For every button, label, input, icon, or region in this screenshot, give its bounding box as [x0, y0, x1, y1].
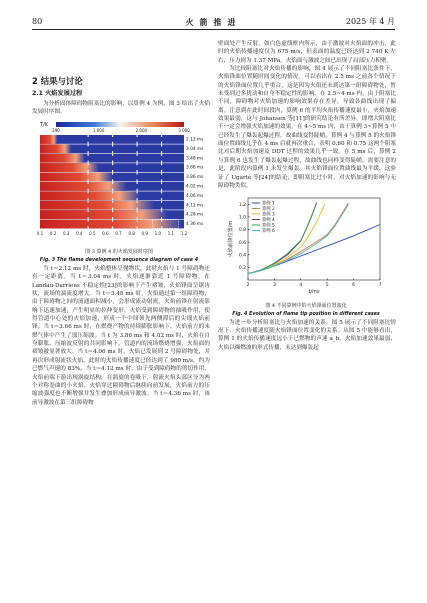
header-rule	[32, 29, 395, 30]
x-tick-label: 1.2	[180, 230, 188, 236]
x-tick-label: 0.3	[62, 230, 70, 236]
time-label: 2.12 ms	[186, 137, 204, 143]
page-number: 80	[32, 17, 43, 26]
body-paragraph-1: 当 t＝2.12 ms 时，火焰整体呈抛物状，此时火焰与 1 号障碍物还有一定距离。当 t＝3.04 ms 时，火焰逐渐靠近 1 号障碍物，在 Landau-Darrieus 不稳定性[23]的影响下产生褶皱，火焰锋面呈锯齿状，流场的湍流度增大。当 t＝3.48 ms 时，火焰通过第一组障碍物，由于障碍物之间的流通面积减小，会形成流动射流，火焰前锋在射流影响下迅速加速，产生明显的拉伸变形，火焰受到障碍物的抽吸作用，使得管道中心处的火焰加速，形成一个中间领先两侧滞后的尖细火焰前锋。当 t＝3.66 ms 时，在燃烧产物的持续膨胀影响下，火焰前方的未燃气体中产生了弱压缩波。当 t 为 3.86 ms 和 4.02 ms 时，火焰在自身膨胀、压缩波反射的共同影响下，管道内的流场燃烧增强，火焰面的褶皱被显著放大。当 t＝4.06 ms 时，火焰已发展到 2 号障碍物处，并再次形成射流状火焰，此时的火焰传播速度已经达到了 980 m/s，约为已燃气声速的 83%。当 t＝4.12 ms 时，由于受到障碍物的剪切作用，火焰前端下游出现涡旋结构，在涡旋的卷吸下，射流火焰头部区分为两个对称卷曲的小火焰。火焰穿过障碍物后继续向前发展，火焰前方的压缩波强度也不断增强并发生叠加形成前导激波。当 t＝4.36 ms 时，该前导激波在第三组障碍物	[32, 266, 210, 406]
x-tick-label: 0.7	[115, 230, 122, 236]
left-column	[32, 72, 210, 407]
fig3-caption-en: Fig. 3 The flame development sequence diagram of case 4	[39, 258, 199, 264]
legend-label: 算例 6	[262, 229, 275, 235]
colorbar-tick-label: 3 000	[178, 127, 190, 133]
time-label: 3.66 ms	[186, 165, 204, 171]
flame-strip	[40, 182, 184, 191]
colorbar-label: T/K	[40, 121, 49, 128]
flame-strip	[40, 191, 184, 200]
time-label: 4.12 ms	[186, 202, 204, 208]
fig4-caption-en: Fig. 4 Evolution of flame tip position in different cases	[232, 311, 380, 317]
legend-label: 算例 1	[262, 201, 275, 207]
flame-sequence-figure	[34, 119, 210, 245]
y-tick-label: 0.6	[238, 240, 246, 246]
x-tick-label: 0.2	[49, 230, 57, 236]
flame-strip	[40, 200, 184, 209]
legend-label: 算例 5	[262, 223, 275, 229]
fig3-caption-cn: 图 3 算例 4 的火焰发展时序图	[85, 249, 153, 256]
y-axis-label: 火焰前锋位置/m	[228, 220, 234, 258]
page-header	[32, 16, 395, 28]
flame-strip	[40, 153, 184, 162]
time-label: 3.86 ms	[186, 174, 204, 180]
time-label: 4.36 ms	[186, 221, 204, 227]
y-tick-label: 0.4	[238, 253, 246, 259]
series-line	[248, 204, 325, 273]
x-tick-label: 6	[352, 283, 356, 289]
x-tick-label: 1.1	[167, 230, 175, 236]
time-label: 3.48 ms	[186, 155, 204, 161]
time-label: 4.06 ms	[186, 193, 204, 199]
flame-tip-chart	[226, 192, 386, 298]
flame-strip	[40, 135, 184, 144]
colorbar-tick-label: 290	[52, 127, 60, 133]
x-axis-ticks	[37, 231, 188, 236]
time-label: 4.28 ms	[186, 212, 204, 218]
x-tick-label: 0.4	[76, 230, 83, 236]
figure-3	[34, 119, 204, 264]
intro-paragraph: 为分析固体障碍物阻塞比的影响，以算例 4 为例，图 3 给出了火焰发展时序图。	[32, 101, 210, 116]
flame-strip	[40, 210, 184, 219]
flame-strips	[40, 135, 184, 228]
x-tick-label: 5	[325, 283, 329, 289]
colorbar-tick-label: 1 000	[92, 127, 105, 133]
chart-axes	[227, 198, 382, 295]
x-axis-label: t/ms	[308, 289, 320, 296]
x-tick-label: 0.5	[89, 230, 96, 236]
x-tick-label: 7	[378, 283, 382, 289]
x-tick-label: 0.1	[36, 230, 44, 236]
body-paragraph-3: 为进一步分析阻塞比与火焰加速的关系，图 5 展示了不同阻塞比情况下，火焰传播速度随火焰锋面位置变化的关系。从图 5 中能够看出，算例 1 的火焰传播速度远小于已燃物的声速 a_b，火焰加速效果最弱，火焰以爆燃波的形式传播，未达到爆轰起	[218, 319, 396, 351]
flame-strip	[40, 144, 184, 153]
colorbar	[56, 122, 184, 127]
fig4-caption-cn: 图 4 不同算例中的火焰锋面位置演化	[265, 302, 347, 309]
figure-4	[226, 192, 386, 317]
time-label: 4.02 ms	[186, 184, 204, 190]
colorbar-tick-label: 2 000	[135, 127, 148, 133]
chart-legend	[252, 200, 275, 235]
flame-strip	[40, 172, 184, 181]
y-tick-label: 1.2	[238, 203, 246, 209]
journal-name: 火箭推进	[185, 17, 242, 27]
x-tick-label: 4	[299, 283, 303, 289]
flame-strip	[40, 219, 184, 228]
legend-label: 算例 3	[262, 212, 275, 218]
body-paragraph-2: 为比较阻塞比对火焰传播的影响，图 4 展示了不同阻塞比条件下，火焰锋面位置随时间变化的情况。可以看出在 2.5 ms 之前各个情况下的火焰锋面位置几乎重合，这是因为火焰还未到达第一组障碍物处，暂未受到过多扰动和自身不稳定性的影响。在 2.5~4 ms 内，由于阻塞比不同，障碍物对火焰加速的影响效果存在差异，导致各曲线出现了偏离。注意到在此时间段内，算例 6 的平均火焰传播速度最小，火焰加速效果最弱，这与 Johansen 等[11]的研究结论有所差异，即增大阻塞比不一定会增强火焰加速的效果。在 4~5 ms 内，由于算例 3~算例 5 中已经发生了爆轰起爆过程，故曲线变得陡峭。算例 4 与算例 5 的火焰锋面位置曲线几乎在 4 ms 后就再次重合，表明 0.60 和 0.75 这两个阻塞比对后期火焰加速及 DDT 过程的效果几乎一致。在 5 ms 后，算例 2 与算例 6 也发生了爆轰起爆过程，故曲线也同样变得陡峭。需要注意的是，此阶段内算例 1 未发生爆轰。其火焰锋面位置曲线最为平缓，这验证了 Ugarte 等[24]的结论，即阻塞比过小时，对火焰加速的影响与无障碍物类似。	[218, 66, 396, 189]
time-labels	[186, 136, 204, 227]
legend-label: 算例 2	[262, 207, 275, 213]
time-label: 3.04 ms	[186, 146, 204, 152]
x-tick-label: 3	[272, 283, 276, 289]
y-tick-label: 0.8	[238, 228, 246, 234]
x-tick-label: 0.6	[102, 230, 109, 236]
y-tick-label: 0.2	[238, 266, 246, 272]
continued-paragraph: 壁面处产生反射，如白色虚线框内所示，由于激波对火焰面的冲击，此时的火焰传播速度仅为 675 m/s，但表面的温度已经达到 2 740 K 左右，压力则为 1.37 MPa，火焰面与激波之间已出现了局部压力积聚。	[218, 41, 396, 64]
x-tick-label: 0.8	[128, 230, 135, 236]
colorbar-ticks	[52, 128, 190, 133]
issue-date: 2025 年 4 月	[345, 17, 395, 26]
right-column	[218, 40, 396, 352]
y-tick-label: 1.0	[238, 215, 246, 221]
legend-label: 算例 4	[262, 218, 275, 224]
x-tick-label: 2	[246, 283, 250, 289]
subsection-title: 2.1 火焰发展过程	[32, 90, 83, 97]
x-tick-label: 1.0	[154, 230, 162, 236]
x-tick-label: 0.9	[141, 230, 148, 236]
section-title: 2 结果与讨论	[32, 76, 83, 86]
flame-strip	[40, 163, 184, 172]
